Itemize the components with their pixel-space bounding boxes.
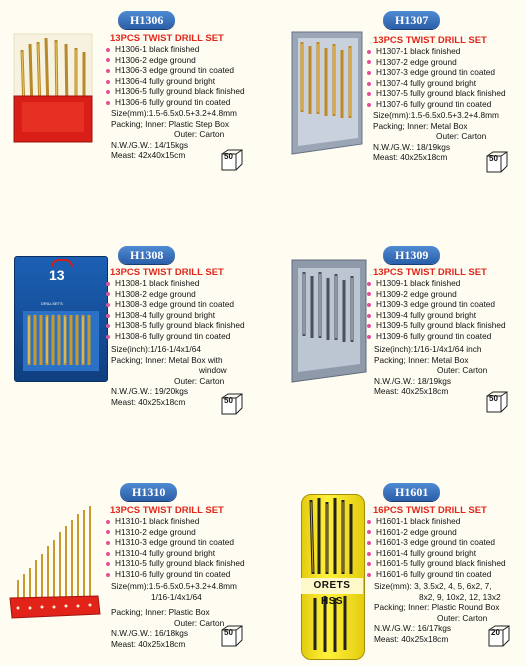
carton-icon (218, 392, 246, 416)
bullet-icon (106, 90, 110, 94)
product-title: 13PCS TWIST DRILL SET (373, 267, 487, 278)
variant-item: H1307-4 fully ground bright (367, 78, 506, 89)
variant-item: H1309-4 fully ground bright (367, 310, 506, 321)
variant-item: H1306-2 edge ground (106, 55, 245, 66)
product-code-badge: H1308 (118, 246, 175, 264)
packing-spec: Packing; Inner: Plastic Round Box (374, 602, 500, 613)
variant-item: H1306-6 fully ground tin coated (106, 97, 245, 108)
bullet-icon (367, 314, 371, 318)
variant-list (106, 278, 245, 342)
product-title: 13PCS TWIST DRILL SET (110, 505, 224, 516)
meast-spec: Meast: 40x25x18cm (373, 152, 448, 163)
packing-spec: Packing; Inner: Plastic Step Box (111, 118, 230, 129)
meast-spec: Meast: 40x25x18cm (111, 638, 186, 649)
outer-spec: Outer: Carton (174, 129, 225, 140)
bullet-icon (106, 80, 110, 84)
drill-set-photo (288, 256, 372, 386)
spec-block (374, 581, 501, 645)
size-spec-cont: 8x2, 9, 10x2, 12, 13x2 (419, 591, 501, 602)
variant-list (367, 46, 506, 110)
bullet-icon (367, 530, 371, 534)
packing-spec: Packing; Inner: Metal Box (374, 354, 469, 365)
variant-item: H1306-4 fully ground bright (106, 76, 245, 87)
variant-list (106, 44, 245, 108)
product-code-badge: H1306 (118, 11, 175, 29)
meast-spec: Meast: 42x40x15cm (111, 150, 186, 161)
bullet-icon (106, 48, 110, 52)
variant-item: H1307-3 edge ground tin coated (367, 67, 506, 78)
size-spec-cont: 1/16-1/4x1/64 (151, 591, 202, 602)
carton-qty: 50 (224, 396, 233, 405)
bullet-icon (106, 69, 110, 73)
drill-set-photo (288, 28, 368, 158)
bullet-icon (367, 335, 371, 339)
variant-item: H1601-3 edge ground tin coated (367, 537, 506, 548)
bullet-icon (106, 573, 110, 577)
product-title: 13PCS TWIST DRILL SET (373, 35, 487, 46)
drill-set-photo (4, 504, 104, 624)
bullet-icon (367, 541, 371, 545)
bullet-icon (106, 520, 110, 524)
variant-item: H1306-5 fully ground black finished (106, 86, 245, 97)
bullet-icon (367, 324, 371, 328)
meast-spec: Meast: 40x25x18cm (111, 396, 186, 407)
variant-list (367, 278, 506, 342)
carton-qty: 50 (224, 152, 233, 161)
packing-spec: Packing; Inner: Metal Box with (111, 354, 223, 365)
packing-spec: Packing; Inner: Plastic Box (111, 607, 210, 618)
size-spec: Size(mm):1.5-6.5x0.5+3.2+4.8mm (111, 108, 237, 118)
variant-item: H1601-6 fully ground tin coated (367, 569, 506, 580)
bullet-icon (106, 314, 110, 318)
bullet-icon (106, 541, 110, 545)
meast-spec: Meast: 40x25x18cm (374, 386, 449, 397)
box-sub-label: DRILLSETS (41, 301, 63, 306)
spec-block (374, 344, 487, 397)
product-code-badge: H1310 (120, 483, 177, 501)
bullet-icon (367, 50, 371, 54)
product-h1307 (263, 0, 526, 222)
product-h1601 (263, 444, 526, 666)
bullet-icon (367, 520, 371, 524)
drill-set-photo (12, 30, 96, 150)
tube-label: ORETS HSS (301, 578, 363, 594)
bullet-icon (367, 92, 371, 96)
outer-spec: Outer: Carton (437, 365, 488, 376)
bullet-icon (106, 552, 110, 556)
carton-icon (483, 150, 511, 174)
drill-set-photo (14, 256, 108, 382)
bullet-icon (367, 103, 371, 107)
weight-spec: N.W./G.W.: 14/15kgs (111, 139, 189, 150)
drill-set-photo (297, 494, 367, 662)
variant-item: H1601-5 fully ground black finished (367, 558, 506, 569)
variant-item: H1308-3 edge ground tin coated (106, 299, 245, 310)
bullet-icon (106, 282, 110, 286)
variant-item: H1307-1 black finished (367, 46, 506, 57)
bullet-icon (367, 303, 371, 307)
variant-item: H1308-2 edge ground (106, 289, 245, 300)
size-spec: Size(mm):1.5-6.5x0.5+3.2+4.8mm (111, 581, 237, 591)
variant-item: H1309-2 edge ground (367, 289, 506, 300)
variant-item: H1308-4 fully ground bright (106, 310, 245, 321)
weight-spec: N.W./G.W.: 16/17kgs (374, 623, 452, 634)
size-spec: Size(inch):1/16-1/4x1/64 inch (374, 344, 482, 354)
product-title: 16PCS TWIST DRILL SET (373, 505, 487, 516)
variant-item: H1310-1 black finished (106, 516, 245, 527)
variant-item: H1601-1 black finished (367, 516, 506, 527)
bullet-icon (367, 552, 371, 556)
bullet-icon (106, 562, 110, 566)
variant-item: H1310-5 fully ground black finished (106, 558, 245, 569)
carton-qty: 50 (489, 154, 498, 163)
product-title: 13PCS TWIST DRILL SET (110, 33, 224, 44)
product-code-badge: H1309 (383, 246, 440, 264)
bullet-icon (106, 101, 110, 105)
variant-item: H1309-5 fully ground black finished (367, 320, 506, 331)
weight-spec: N.W./G.W.: 18/19kgs (373, 141, 451, 152)
size-spec: Size(inch):1/16-1/4x1/64 (111, 344, 201, 354)
weight-spec: N.W./G.W.: 19/20kgs (111, 386, 189, 397)
variant-item: H1306-3 edge ground tin coated (106, 65, 245, 76)
outer-spec: Outer: Carton (437, 612, 488, 623)
variant-item: H1308-1 black finished (106, 278, 245, 289)
size-spec: Size(mm):1.5-6.5x0.5+3.2+4.8mm (373, 110, 499, 120)
variant-item: H1309-1 black finished (367, 278, 506, 289)
bullet-icon (367, 60, 371, 64)
product-h1306 (0, 0, 263, 222)
product-code-badge: H1601 (383, 483, 440, 501)
variant-item: H1601-2 edge ground (367, 527, 506, 538)
carton-icon (483, 390, 511, 414)
variant-item: H1310-6 fully ground tin coated (106, 569, 245, 580)
product-h1308 (0, 222, 263, 444)
product-title: 13PCS TWIST DRILL SET (110, 267, 224, 278)
bullet-icon (367, 292, 371, 296)
box-count-label: 13 (49, 267, 65, 283)
weight-spec: N.W./G.W.: 18/19kgs (374, 375, 452, 386)
bullet-icon (367, 82, 371, 86)
bullet-icon (367, 562, 371, 566)
variant-item: H1310-2 edge ground (106, 527, 245, 538)
variant-list (367, 516, 506, 580)
variant-item: H1310-4 fully ground bright (106, 548, 245, 559)
bullet-icon (106, 292, 110, 296)
product-h1310 (0, 444, 263, 666)
outer-spec: Outer: Carton (174, 375, 225, 386)
size-spec: Size(mm): 3, 3.5x2, 4, 5, 6x2, 7, (374, 581, 492, 591)
bullet-icon (106, 530, 110, 534)
variant-item: H1308-5 fully ground black finished (106, 320, 245, 331)
meast-spec: Meast: 40x25x18cm (374, 633, 449, 644)
carton-icon (218, 148, 246, 172)
variant-item: H1309-6 fully ground tin coated (367, 331, 506, 342)
variant-item: H1307-2 edge ground (367, 57, 506, 68)
outer-spec: Outer: Carton (174, 617, 225, 628)
weight-spec: N.W./G.W.: 16/18kgs (111, 628, 189, 639)
variant-item: H1306-1 black finished (106, 44, 245, 55)
bullet-icon (106, 58, 110, 62)
spec-block (373, 110, 499, 163)
product-h1309 (263, 222, 526, 444)
variant-item: H1309-3 edge ground tin coated (367, 299, 506, 310)
spec-block (111, 344, 227, 408)
carton-qty: 50 (489, 394, 498, 403)
carton-icon (485, 624, 513, 648)
bullet-icon (106, 303, 110, 307)
variant-item: H1308-6 fully ground tin coated (106, 331, 245, 342)
bullet-icon (367, 573, 371, 577)
bullet-icon (106, 324, 110, 328)
packing-spec: Packing; Inner: Metal Box (373, 120, 468, 131)
bullet-icon (367, 282, 371, 286)
packing-spec-cont: window (199, 365, 227, 376)
carton-qty: 20 (491, 628, 500, 637)
outer-spec: Outer: Carton (436, 131, 487, 142)
bullet-icon (367, 71, 371, 75)
variant-item: H1601-4 fully ground bright (367, 548, 506, 559)
variant-list (106, 516, 245, 580)
bullet-icon (106, 335, 110, 339)
product-code-badge: H1307 (383, 11, 440, 29)
variant-item: H1310-3 edge ground tin coated (106, 537, 245, 548)
carton-icon (218, 624, 246, 648)
carton-qty: 50 (224, 628, 233, 637)
variant-item: H1307-5 fully ground black finished (367, 88, 506, 99)
variant-item: H1307-6 fully ground tin coated (367, 99, 506, 110)
